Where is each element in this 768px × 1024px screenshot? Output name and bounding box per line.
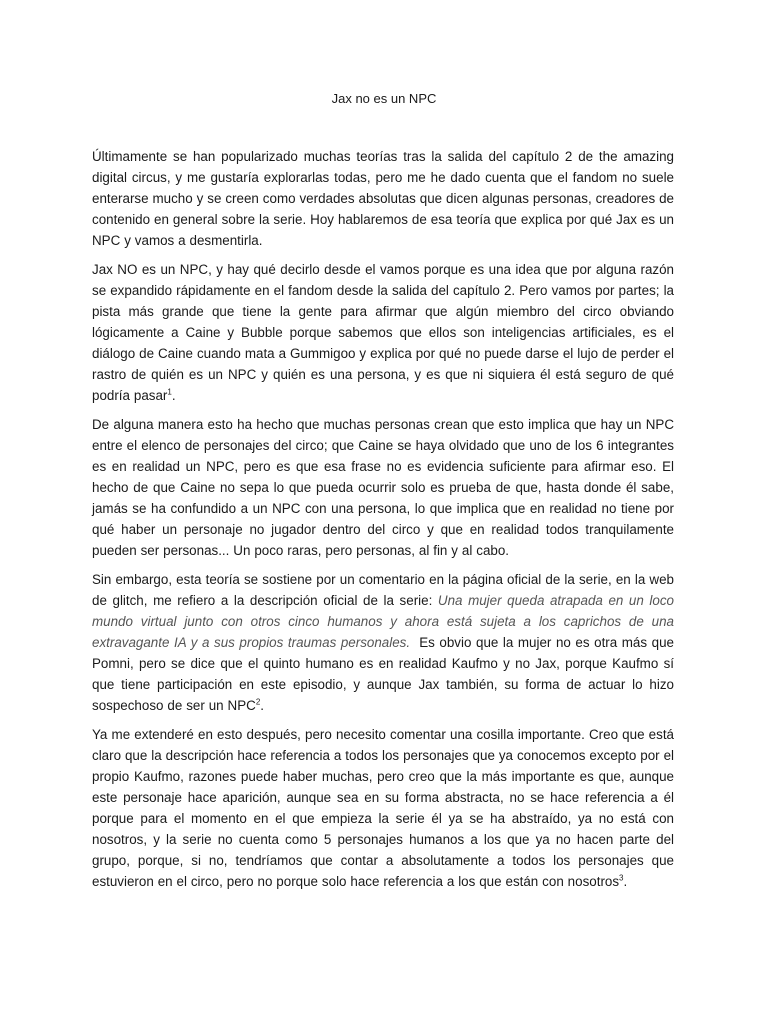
paragraph-5-text: Ya me extenderé en esto después, pero necesito comentar una cosilla importante. Creo que está claro que la descripción hace referencia a todos los personajes que ya conocemos excepto por el propio Kaufmo, razones puede haber muchas, pero creo que la más importante es que, aunque este personaje hace aparición, aunque sea en su forma abstracta, no se hace referencia a él porque para el momento en el que empieza la serie él ya se ha abstraído, ya no está con nosotros, y la serie no cuenta como 5 personajes humanos a los que ya no hacen parte del grupo, porque, si no, tendríamos que contar a absolutamente a todos los personajes que estuvieron en el circo, pero no porque solo hace referencia a los que están con nosotros bbox=[92, 727, 674, 889]
paragraph-2-text: Jax NO es un NPC, y hay qué decirlo desde el vamos porque es una idea que por alguna razón se expandido rápidamente en el fandom desde la salida del capítulo 2. Pero vamos por partes; la pista más grande que tiene la gente para afirmar que algún miembro del circo obviando lógicamente a Caine y Bubble porque sabemos que ellos son inteligencias artificiales, es el diálogo de Caine cuando mata a Gummigoo y explica por qué no puede darse el lujo de perder el rastro de quién es un NPC y quién es una persona, y es que ni siquiera él está seguro de qué podría pasar bbox=[92, 262, 674, 403]
paragraph-3-text: De alguna manera esto ha hecho que muchas personas crean que esto implica que hay un NPC entre el elenco de personajes del circo; que Caine se haya olvidado que uno de los 6 integrantes es en realidad un NPC, pero es que esa frase no es evidencia suficiente para afirmar eso. El hecho de que Caine no sepa lo que pueda ocurrir solo es prueba de que, hasta donde él sabe, jamás se ha confundido a un NPC con una persona, lo que implica que en realidad no tiene por qué haber un personaje no jugador dentro del circo y que en realidad todos tranquilamente pueden ser personas... Un poco raras, pero personas, al fin y al cabo. bbox=[92, 417, 674, 558]
footnote-ref-3[interactable]: 3 bbox=[619, 873, 624, 883]
paragraph-1 bbox=[92, 146, 674, 251]
paragraph-4-end: . bbox=[260, 698, 264, 713]
quoted-series-description: Una mujer queda atrapada en un loco mundo virtual junto con otros cinco humanos y ahora está sujeta a los caprichos de una extravagante IA y a sus propios traumas personales. bbox=[92, 593, 674, 650]
paragraph-1-text: Últimamente se han popularizado muchas teorías tras la salida del capítulo 2 de the amazing digital circus, y me gustaría explorarlas todas, pero me he dado cuenta que el fandom no suele enterarse mucho y se creen como verdades absolutas que dicen algunas personas, creadores de contenido en general sobre la serie. Hoy hablaremos de esa teoría que explica por qué Jax es un NPC y vamos a desmentirla. bbox=[92, 149, 674, 248]
paragraph-2 bbox=[92, 259, 674, 406]
paragraph-4 bbox=[92, 569, 678, 716]
paragraph-4-text-b: Es obvio que la mujer no es otra más que Pomni, pero se dice que el quinto humano es en realidad Kaufmo y no Jax, porque Kaufmo sí que tiene participación en este episodio, y aunque Jax también, su forma de actuar lo hizo sospechoso de ser un NPC bbox=[92, 635, 678, 713]
paragraph-5-end: . bbox=[623, 874, 628, 889]
footnote-ref-1[interactable]: 1 bbox=[167, 387, 172, 397]
document-body bbox=[92, 146, 678, 900]
paragraph-4-text-a: Sin embargo, esta teoría se sostiene por un comentario en la página oficial de la serie, en la web de glitch, me refiero a la descripción oficial de la serie: bbox=[92, 572, 674, 608]
footnote-ref-2[interactable]: 2 bbox=[255, 697, 261, 707]
paragraph-2-end: . bbox=[171, 388, 176, 403]
paragraph-5 bbox=[92, 724, 674, 892]
paragraph-3 bbox=[92, 414, 674, 561]
document-title: Jax no es un NPC bbox=[331, 91, 437, 106]
